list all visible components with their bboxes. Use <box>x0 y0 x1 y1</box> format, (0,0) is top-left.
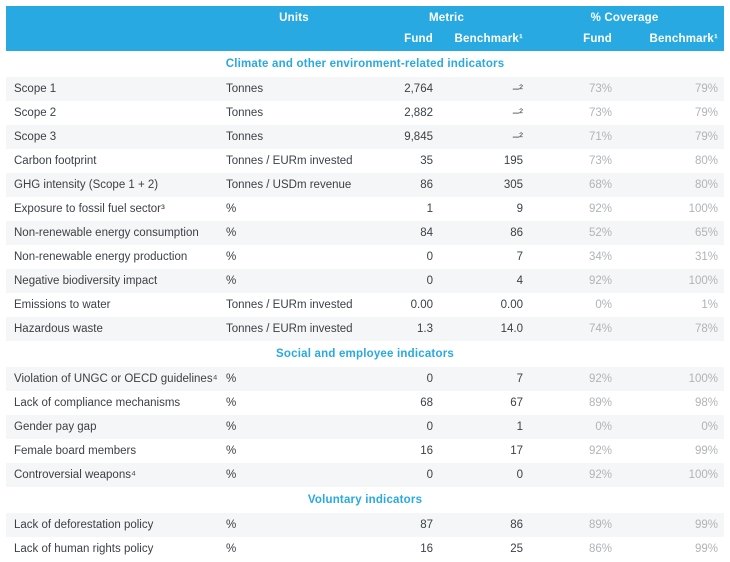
table-row <box>6 101 724 125</box>
table-row <box>6 197 724 221</box>
section-title: Social and employee indicators <box>6 341 724 367</box>
header-coverage-group: % Coverage <box>525 6 724 30</box>
indicator-name: Carbon footprint <box>14 155 97 167</box>
units-value: Tonnes <box>226 107 264 119</box>
units-value: Tonnes / EURm invested <box>220 317 368 341</box>
fund-metric-value: 84 <box>368 221 435 245</box>
fund-coverage-value: 0% <box>525 415 614 439</box>
benchmark-coverage-value: 100% <box>688 203 719 215</box>
indicator-name: Lack of compliance mechanisms <box>14 397 181 409</box>
fund-coverage-value: 71% <box>525 125 614 149</box>
benchmark-coverage-value: 0% <box>614 415 724 439</box>
fund-coverage-value: 34% <box>588 251 613 263</box>
benchmark-coverage-value: 31% <box>694 251 719 263</box>
fund-metric-value: 0 <box>426 251 433 263</box>
benchmark-metric-value: 17 <box>510 445 524 457</box>
indicator-name: Negative biodiversity impact <box>6 269 220 293</box>
benchmark-metric-value: –² <box>512 107 524 119</box>
units-value: % <box>226 543 237 555</box>
indicator-name: Lack of human rights policy <box>14 543 154 555</box>
fund-metric-value: 86 <box>368 173 435 197</box>
indicator-name: Non-renewable energy production <box>14 251 188 263</box>
benchmark-metric-value: 1 <box>435 415 525 439</box>
benchmark-coverage-value: 99% <box>694 445 719 457</box>
table-row <box>6 77 724 101</box>
benchmark-metric-value: 25 <box>510 543 524 555</box>
table-header <box>6 6 724 51</box>
benchmark-coverage-value: 99% <box>614 513 724 537</box>
benchmark-coverage-value: 100% <box>614 463 724 487</box>
fund-metric-value: 0 <box>368 463 435 487</box>
benchmark-metric-value: 67 <box>510 397 524 409</box>
units-value: % <box>226 397 237 409</box>
table-row <box>6 173 724 197</box>
table-row <box>6 391 724 415</box>
units-value: Tonnes / USDm revenue <box>220 173 368 197</box>
indicator-name: Lack of deforestation policy <box>6 513 220 537</box>
benchmark-metric-value: 86 <box>435 221 525 245</box>
benchmark-metric-value: 14.0 <box>435 317 525 341</box>
fund-coverage-value: 73% <box>588 107 613 119</box>
fund-metric-value: 0 <box>368 415 435 439</box>
fund-metric-value: 68 <box>420 397 433 409</box>
benchmark-coverage-value: 79% <box>694 107 719 119</box>
units-value: % <box>220 221 368 245</box>
header-metric-benchmark: Benchmark¹ <box>435 30 525 51</box>
benchmark-coverage-value: 80% <box>694 155 719 167</box>
section-title: Climate and other environment-related indicators <box>6 51 724 77</box>
table-row <box>6 245 724 269</box>
table-row <box>6 463 724 487</box>
fund-metric-value: 2,882 <box>404 107 433 119</box>
table-row <box>6 415 724 439</box>
fund-coverage-value: 92% <box>588 445 613 457</box>
indicator-name: Scope 2 <box>14 107 57 119</box>
fund-coverage-value: 52% <box>525 221 614 245</box>
units-value: Tonnes / EURm invested <box>226 155 353 167</box>
header-units: Units <box>220 6 368 30</box>
units-value: % <box>220 513 368 537</box>
fund-metric-value: 0.00 <box>410 299 433 311</box>
benchmark-metric-value: 4 <box>435 269 525 293</box>
units-value: Tonnes <box>220 77 368 101</box>
fund-coverage-value: 74% <box>525 317 614 341</box>
fund-coverage-value: 0% <box>595 299 613 311</box>
units-value: % <box>220 463 368 487</box>
units-value: Tonnes / EURm invested <box>226 299 353 311</box>
fund-coverage-value: 68% <box>525 173 614 197</box>
esg-indicators-table <box>6 6 724 561</box>
indicator-name: GHG intensity (Scope 1 + 2) <box>6 173 220 197</box>
fund-coverage-value: 92% <box>525 463 614 487</box>
table-row <box>6 513 724 537</box>
fund-metric-value: 9,845 <box>368 125 435 149</box>
units-value: % <box>226 203 237 215</box>
section-header-row <box>6 51 724 77</box>
units-value: % <box>226 251 237 263</box>
benchmark-coverage-value: 79% <box>614 125 724 149</box>
fund-metric-value: 1.3 <box>368 317 435 341</box>
benchmark-metric-value: 0.00 <box>500 299 524 311</box>
benchmark-coverage-value: 65% <box>614 221 724 245</box>
indicator-name: Emissions to water <box>14 299 111 311</box>
benchmark-coverage-value: 80% <box>614 173 724 197</box>
indicator-name: Exposure to fossil fuel sector³ <box>14 203 165 215</box>
units-value: % <box>226 445 237 457</box>
header-indicator-blank <box>6 6 220 30</box>
fund-metric-value: 1 <box>426 203 433 215</box>
section-header-row <box>6 487 724 513</box>
fund-coverage-value: 92% <box>588 203 613 215</box>
benchmark-coverage-value: 78% <box>614 317 724 341</box>
benchmark-metric-value: –² <box>435 77 525 101</box>
benchmark-coverage-value: 1% <box>701 299 719 311</box>
benchmark-metric-value: 86 <box>435 513 525 537</box>
benchmark-coverage-value: 79% <box>614 77 724 101</box>
table-row <box>6 293 724 317</box>
fund-metric-value: 2,764 <box>368 77 435 101</box>
indicator-name: Controversial weapons⁴ <box>6 463 220 487</box>
benchmark-metric-value: 195 <box>503 155 524 167</box>
units-value: % <box>220 269 368 293</box>
indicator-name: Scope 1 <box>6 77 220 101</box>
header-sub-blank-1 <box>6 30 220 51</box>
fund-metric-value: 16 <box>420 543 433 555</box>
benchmark-metric-value: 7 <box>516 251 524 263</box>
fund-coverage-value: 92% <box>525 269 614 293</box>
indicator-name: Gender pay gap <box>6 415 220 439</box>
indicator-name: Female board members <box>14 445 137 457</box>
units-value: Tonnes <box>220 125 368 149</box>
table-row <box>6 317 724 341</box>
fund-coverage-value: 86% <box>588 543 613 555</box>
fund-metric-value: 87 <box>368 513 435 537</box>
benchmark-metric-value: 7 <box>435 367 525 391</box>
fund-coverage-value: 92% <box>525 367 614 391</box>
header-metric-fund: Fund <box>368 30 435 51</box>
header-sub-blank-2 <box>220 30 368 51</box>
benchmark-metric-value: 9 <box>516 203 524 215</box>
table-row <box>6 439 724 463</box>
fund-metric-value: 35 <box>420 155 433 167</box>
benchmark-metric-value: –² <box>435 125 525 149</box>
fund-coverage-value: 89% <box>588 397 613 409</box>
indicator-name: Scope 3 <box>6 125 220 149</box>
fund-coverage-value: 73% <box>588 155 613 167</box>
table-row <box>6 269 724 293</box>
benchmark-metric-value: 0 <box>435 463 525 487</box>
header-coverage-benchmark: Benchmark¹ <box>614 30 724 51</box>
units-value: % <box>220 415 368 439</box>
table-row <box>6 367 724 391</box>
table-row <box>6 149 724 173</box>
fund-coverage-value: 89% <box>525 513 614 537</box>
benchmark-metric-value: 305 <box>435 173 525 197</box>
esg-indicators-report <box>6 6 724 561</box>
section-header-row <box>6 341 724 367</box>
header-sub-row <box>6 30 724 51</box>
benchmark-coverage-value: 98% <box>694 397 719 409</box>
benchmark-coverage-value: 99% <box>694 543 719 555</box>
indicator-name: Hazardous waste <box>6 317 220 341</box>
header-metric-group: Metric <box>368 6 525 30</box>
table-row <box>6 125 724 149</box>
units-value: % <box>220 367 368 391</box>
table-row <box>6 537 724 561</box>
fund-metric-value: 16 <box>420 445 433 457</box>
indicator-name: Non-renewable energy consumption <box>6 221 220 245</box>
fund-metric-value: 0 <box>368 367 435 391</box>
indicator-name: Violation of UNGC or OECD guidelines⁴ <box>6 367 220 391</box>
fund-coverage-value: 73% <box>525 77 614 101</box>
benchmark-coverage-value: 100% <box>614 367 724 391</box>
header-group-row <box>6 6 724 30</box>
section-title: Voluntary indicators <box>6 487 724 513</box>
header-coverage-fund: Fund <box>525 30 614 51</box>
fund-metric-value: 0 <box>368 269 435 293</box>
benchmark-coverage-value: 100% <box>614 269 724 293</box>
table-body <box>6 51 724 561</box>
table-row <box>6 221 724 245</box>
